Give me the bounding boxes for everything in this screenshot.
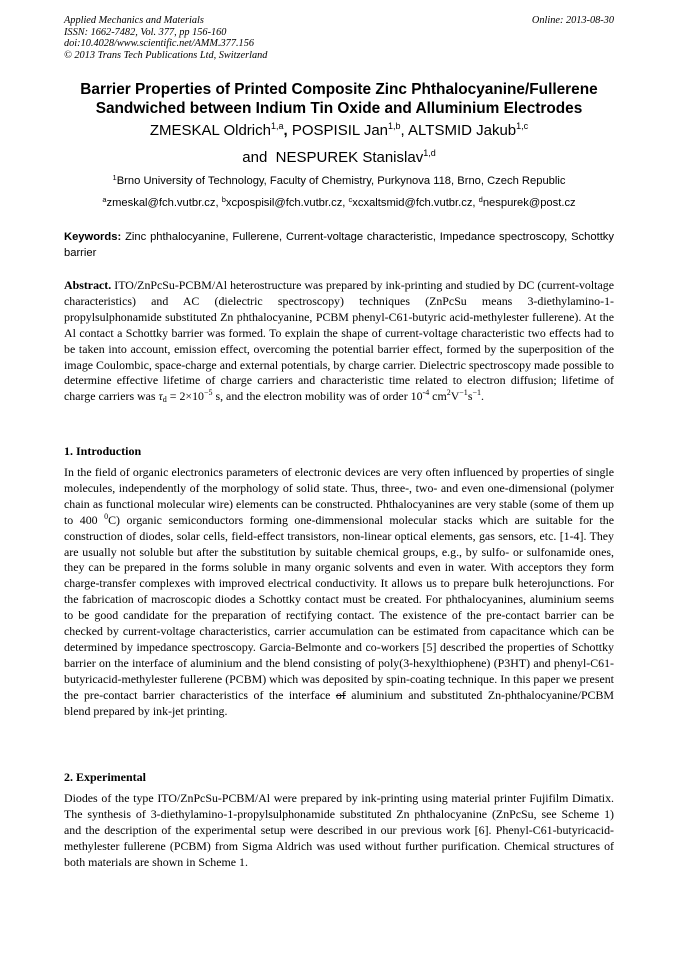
abstract-sup-2: 2 [446, 388, 451, 398]
section-heading-experimental: 2. Experimental [64, 770, 146, 784]
affiliation [40, 174, 638, 188]
email-d-sup: d [478, 195, 483, 204]
abstract-eq: = 2×10 [166, 389, 204, 404]
intro-text-3: aluminium and substituted Zn-phthalocyanine/PCBM blend prepared by ink-jet printing. [64, 687, 614, 718]
abstract-tau: τ [158, 389, 163, 404]
email-a: zmeskal@fch.vutbr.cz, [106, 197, 222, 209]
affiliation-text: Brno University of Technology, Faculty of Chemistry, Purkynova 118, Brno, Czech Republic [116, 175, 566, 187]
copyright-line: © 2013 Trans Tech Publications Ltd, Switzerland [64, 49, 268, 61]
email-c: xcxaltsmid@fch.vutbr.cz, [352, 197, 479, 209]
abstract-sup-4: −1 [472, 388, 481, 398]
email-a-sup: a [102, 195, 107, 204]
abstract-sup-1: -4 [422, 388, 430, 398]
author-1-sup: 1,a [270, 121, 284, 131]
title-line-1: Barrier Properties of Printed Composite Zinc Phthalocyanine/Fullerene [80, 81, 598, 98]
title-line-2: Sandwiched between Indium Tin Oxide and Alluminium Electrodes [95, 100, 583, 117]
journal-header [64, 15, 614, 61]
email-d: nespurek@post.cz [482, 197, 576, 209]
author-and: and [242, 149, 268, 166]
author-4: NESPUREK Stanislav [275, 149, 424, 166]
author-3: ALTSMID Jakub [408, 122, 517, 139]
abstract-tau-sub: d [162, 395, 167, 405]
author-3-sup: 1,c [516, 121, 529, 131]
email-b-sup: b [221, 195, 226, 204]
author-4-sup: 1,d [423, 148, 436, 158]
authors-line-2 [40, 148, 638, 168]
abstract-unit-2: V [450, 389, 460, 404]
abstract-unit-1: cm [429, 389, 447, 404]
abstract-sup-3: −1 [459, 388, 468, 398]
author-1: ZMESKAL Oldrich [149, 122, 271, 139]
abstract-label: Abstract. [64, 278, 112, 292]
online-date: Online: 2013-08-30 [531, 15, 614, 26]
doi-line: doi:10.4028/www.scientific.net/AMM.377.156 [64, 38, 254, 49]
paper-title [40, 80, 638, 118]
journal-name: Applied Mechanics and Materials [64, 15, 204, 26]
abstract-unit-3: s [467, 389, 473, 404]
experimental-paragraph: Diodes of the type ITO/ZnPcSu-PCBM/Al were prepared by ink-printing using material printer Fujifilm Dimatix. The synthesis of 3-diethylamino-1-propylsulphonamide substituted Zn phthalocyanine (ZnPcSu, see Scheme 1) and the description of the experimental setup were described in our previous work [6]. Phenyl-C61-butyricacid-methylester fullerene (PCBM) from Sigma Aldrich was used without further purification. Chemical structures of both materials are shown in Scheme 1. [64, 791, 614, 869]
keywords-text: Zinc phthalocyanine, Fullerene, Current-voltage characteristic, Impedance spectroscopy, Schottky barrier [64, 231, 614, 259]
keywords-label: Keywords: [64, 231, 122, 243]
affiliation-sup: 1 [112, 173, 117, 182]
email-c-sup: c [348, 195, 353, 204]
author-2: POSPISIL Jan [291, 122, 389, 139]
intro-text-1: In the field of organic electronics parameters of electronic devices are very often influenced by properties of single molecules, independently of the morphology of solid state. Thus, three-, two- and even one-dimensional (polymer chain as functional molecular wire) elements can be constructed. Phthalocyanines are very stable (some of them up to 400 [64, 465, 614, 527]
section-heading-introduction: 1. Introduction [64, 444, 142, 458]
abstract-text-2: s, and the electron mobility was of order 10 [212, 389, 423, 404]
abstract [64, 278, 614, 405]
email-b: xcpospisil@fch.vutbr.cz, [225, 197, 349, 209]
abstract-eq-sup: −5 [204, 388, 213, 398]
keywords [64, 230, 614, 261]
intro-struck-word: of [335, 687, 346, 702]
issn-line: ISSN: 1662-7482, Vol. 377, pp 156-160 [64, 26, 227, 38]
author-2-sup: 1,b [388, 121, 401, 131]
authors-line-1: ZMESKAL Oldrich$^{1,a}$, POSPISIL Jan$^{1,b}$, ALTSMID Jakub$^{1,c}$ [149, 121, 529, 139]
abstract-text: ITO/ZnPcSu-PCBM/Al heterostructure was prepared by ink-printing and studied by DC (current-voltage characteristics) and AC (dielectric spectroscopy) techniques (ZnPcSu means 3-diethylamino-1-propylsulphonamide substituted Zn phthalocyanine, PCBM phenyl-C61-butyric acid-methylester fullerene). At the Al contact a Schottky barrier was formed. To explain the shape of current-voltage characteristic two effects had to be taken into account, emission effect, overcoming the potential barrier effect, formed by the superposition of the image Coulombic, space-charge and external potentials, by charge carrier. Dielectric spectroscopy made possible to determine effective lifetime of charge carriers and characteristic time related to electron diffusion; lifetime of charge carriers was [64, 278, 614, 404]
intro-text-2: C) organic semiconductors forming one-dimmensional molecular stacks which are suitable for the construction of diodes, solar cells, field-effect transistors, non-linear optical elements, gas sensors, etc. [1-4]. They are usually not soluble but after the substitution by suitable chemical groups, e.g., by sulfo- or sulfonamide ones, they can be prepared in the forms soluble in many organic solvents and even in water. With acceptors they form charge-transfer complexes with improved electrical conductivity. It allows us to prepare bulk heterojunctions. For the fabrication of macroscopic diodes a Schottky contact must be created. For phthalocyanines, aluminium seems to be good candidate for the preparation of rectifying contact. The existence of the pre-contact barrier can be checked by current-voltage characteristics, carrier accumulation can be estimated from capacitance which can be determined by impedance spectroscopy. Garcia-Belmonte and co-workers [5] described the properties of Schottky barrier on the interface of aluminium and the blend consisting of poly(3-hexylthiophene) (P3HT) and phenyl-C61-butyricacid-methylester fullerene (PCBM) which was deposited by spin-coating technique. In this paper we present the pre-contact barrier characteristics of the interface [64, 512, 615, 702]
email-line [40, 196, 638, 210]
intro-degree-sup: 0 [104, 511, 109, 521]
introduction-paragraph [64, 465, 614, 720]
abstract-end: . [480, 389, 484, 404]
